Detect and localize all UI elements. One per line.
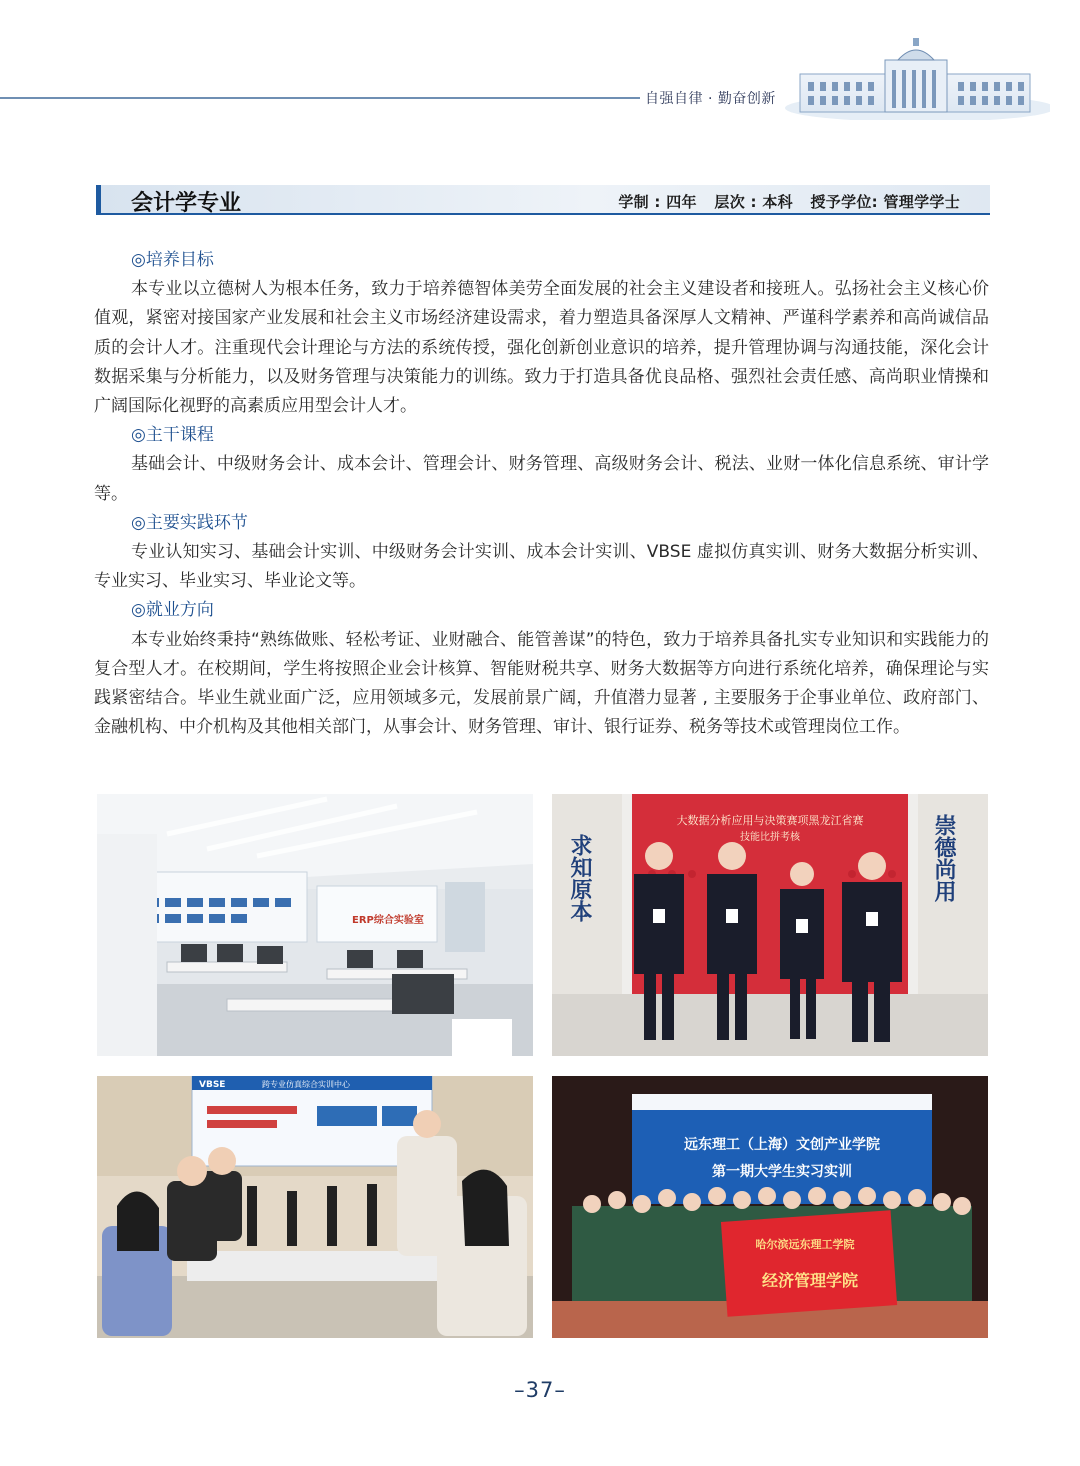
contest-banner-line1: 大数据分析应用与决策赛项黑龙江省赛 [676, 814, 864, 827]
calligraphy-left: 求知原本 [567, 834, 593, 922]
ceremony-title-2: 第一期大学生实习实训 [712, 1164, 852, 1180]
ceremony-title-1: 远东理工（上海）文创产业学院 [684, 1137, 880, 1153]
header-motto: 自强自律 · 勤奋创新 [645, 91, 776, 107]
major-title-bar [96, 185, 990, 215]
photo-erp-lab [97, 794, 533, 1056]
flag-line2: 经济管理学院 [761, 1271, 859, 1290]
program-level: 层次 : 本科 [714, 193, 793, 211]
program-info [606, 191, 960, 212]
program-duration: 学制 : 四年 [618, 193, 697, 211]
paragraph-core-courses: 基础会计、中级财务会计、成本会计、管理会计、财务管理、高级财务会计、税法、业财一体化信息系统、审计学等。 [94, 454, 989, 504]
lab-sign: ERP综合实验室 [352, 915, 424, 926]
vbse-logo: VBSE [199, 1080, 226, 1090]
flag-line1: 哈尔滨远东理工学院 [755, 1238, 855, 1251]
photo-vbse-training [97, 1076, 533, 1338]
photo-internship-ceremony [552, 1076, 988, 1338]
heading-employment: ◎就业方向 [131, 600, 214, 621]
paragraph-employment: 本专业始终秉持“熟练做账、轻松考证、业财融合、能管善谋”的特色，致力于培养具备扎实专业知识和实践能力的复合型人才。在校期间，学生将按照企业会计核算、智能财税共享、财务大数据等方向进行系统化培养，确保理论与实践紧密结合。毕业生就业面广泛，应用领域多元，发展前景广阔，升值潜力显著 , 主要服务于企事业单位、政府部门、金融机构、中介机构及其他相关部门，从事会计、财务管理、审计、银行证券、税务等技术或管理岗位工作。 [94, 629, 989, 738]
photo-contest-team [552, 794, 988, 1056]
major-description [94, 246, 989, 742]
vbse-screen-title: 跨专业仿真综合实训中心 [262, 1080, 350, 1089]
heading-training-goal: ◎培养目标 [131, 250, 214, 270]
campus-building-illustration [780, 38, 1050, 120]
paragraph-training-goal: 本专业以立德树人为根本任务，致力于培养德智体美劳全面发展的社会主义建设者和接班人。弘扬社会主义核心价值观，紧密对接国家产业发展和社会主义市场经济建设需求，着力塑造具备深厚人文精神、严谨科学素养和高尚诚信品质的会计人才。注重现代会计理论与方法的系统传授，强化创新创业意识的培养，提升管理协调与沟通技能，深化会计数据采集与分析能力，以及财务管理与决策能力的训练。致力于打造具备优良品格、强烈社会责任感、高尚职业情操和广阔国际化视野的高素质应用型会计人才。 [94, 279, 989, 417]
contest-banner-line2: 技能比拼考核 [740, 832, 800, 843]
major-name: 会计学专业 [131, 191, 242, 216]
header-rule [0, 97, 640, 99]
page-number: –37– [514, 1378, 566, 1402]
program-degree: 授予学位: 管理学学士 [810, 193, 960, 211]
heading-practice: ◎主要实践环节 [131, 512, 248, 533]
paragraph-practice: 专业认知实习、基础会计实训、中级财务会计实训、成本会计实训、VBSE 虚拟仿真实训、财务大数据分析实训、专业实习、毕业实习、毕业论文等。 [94, 542, 989, 592]
calligraphy-right: 崇德尚用 [931, 814, 957, 902]
heading-core-courses: ◎主干课程 [131, 425, 214, 446]
